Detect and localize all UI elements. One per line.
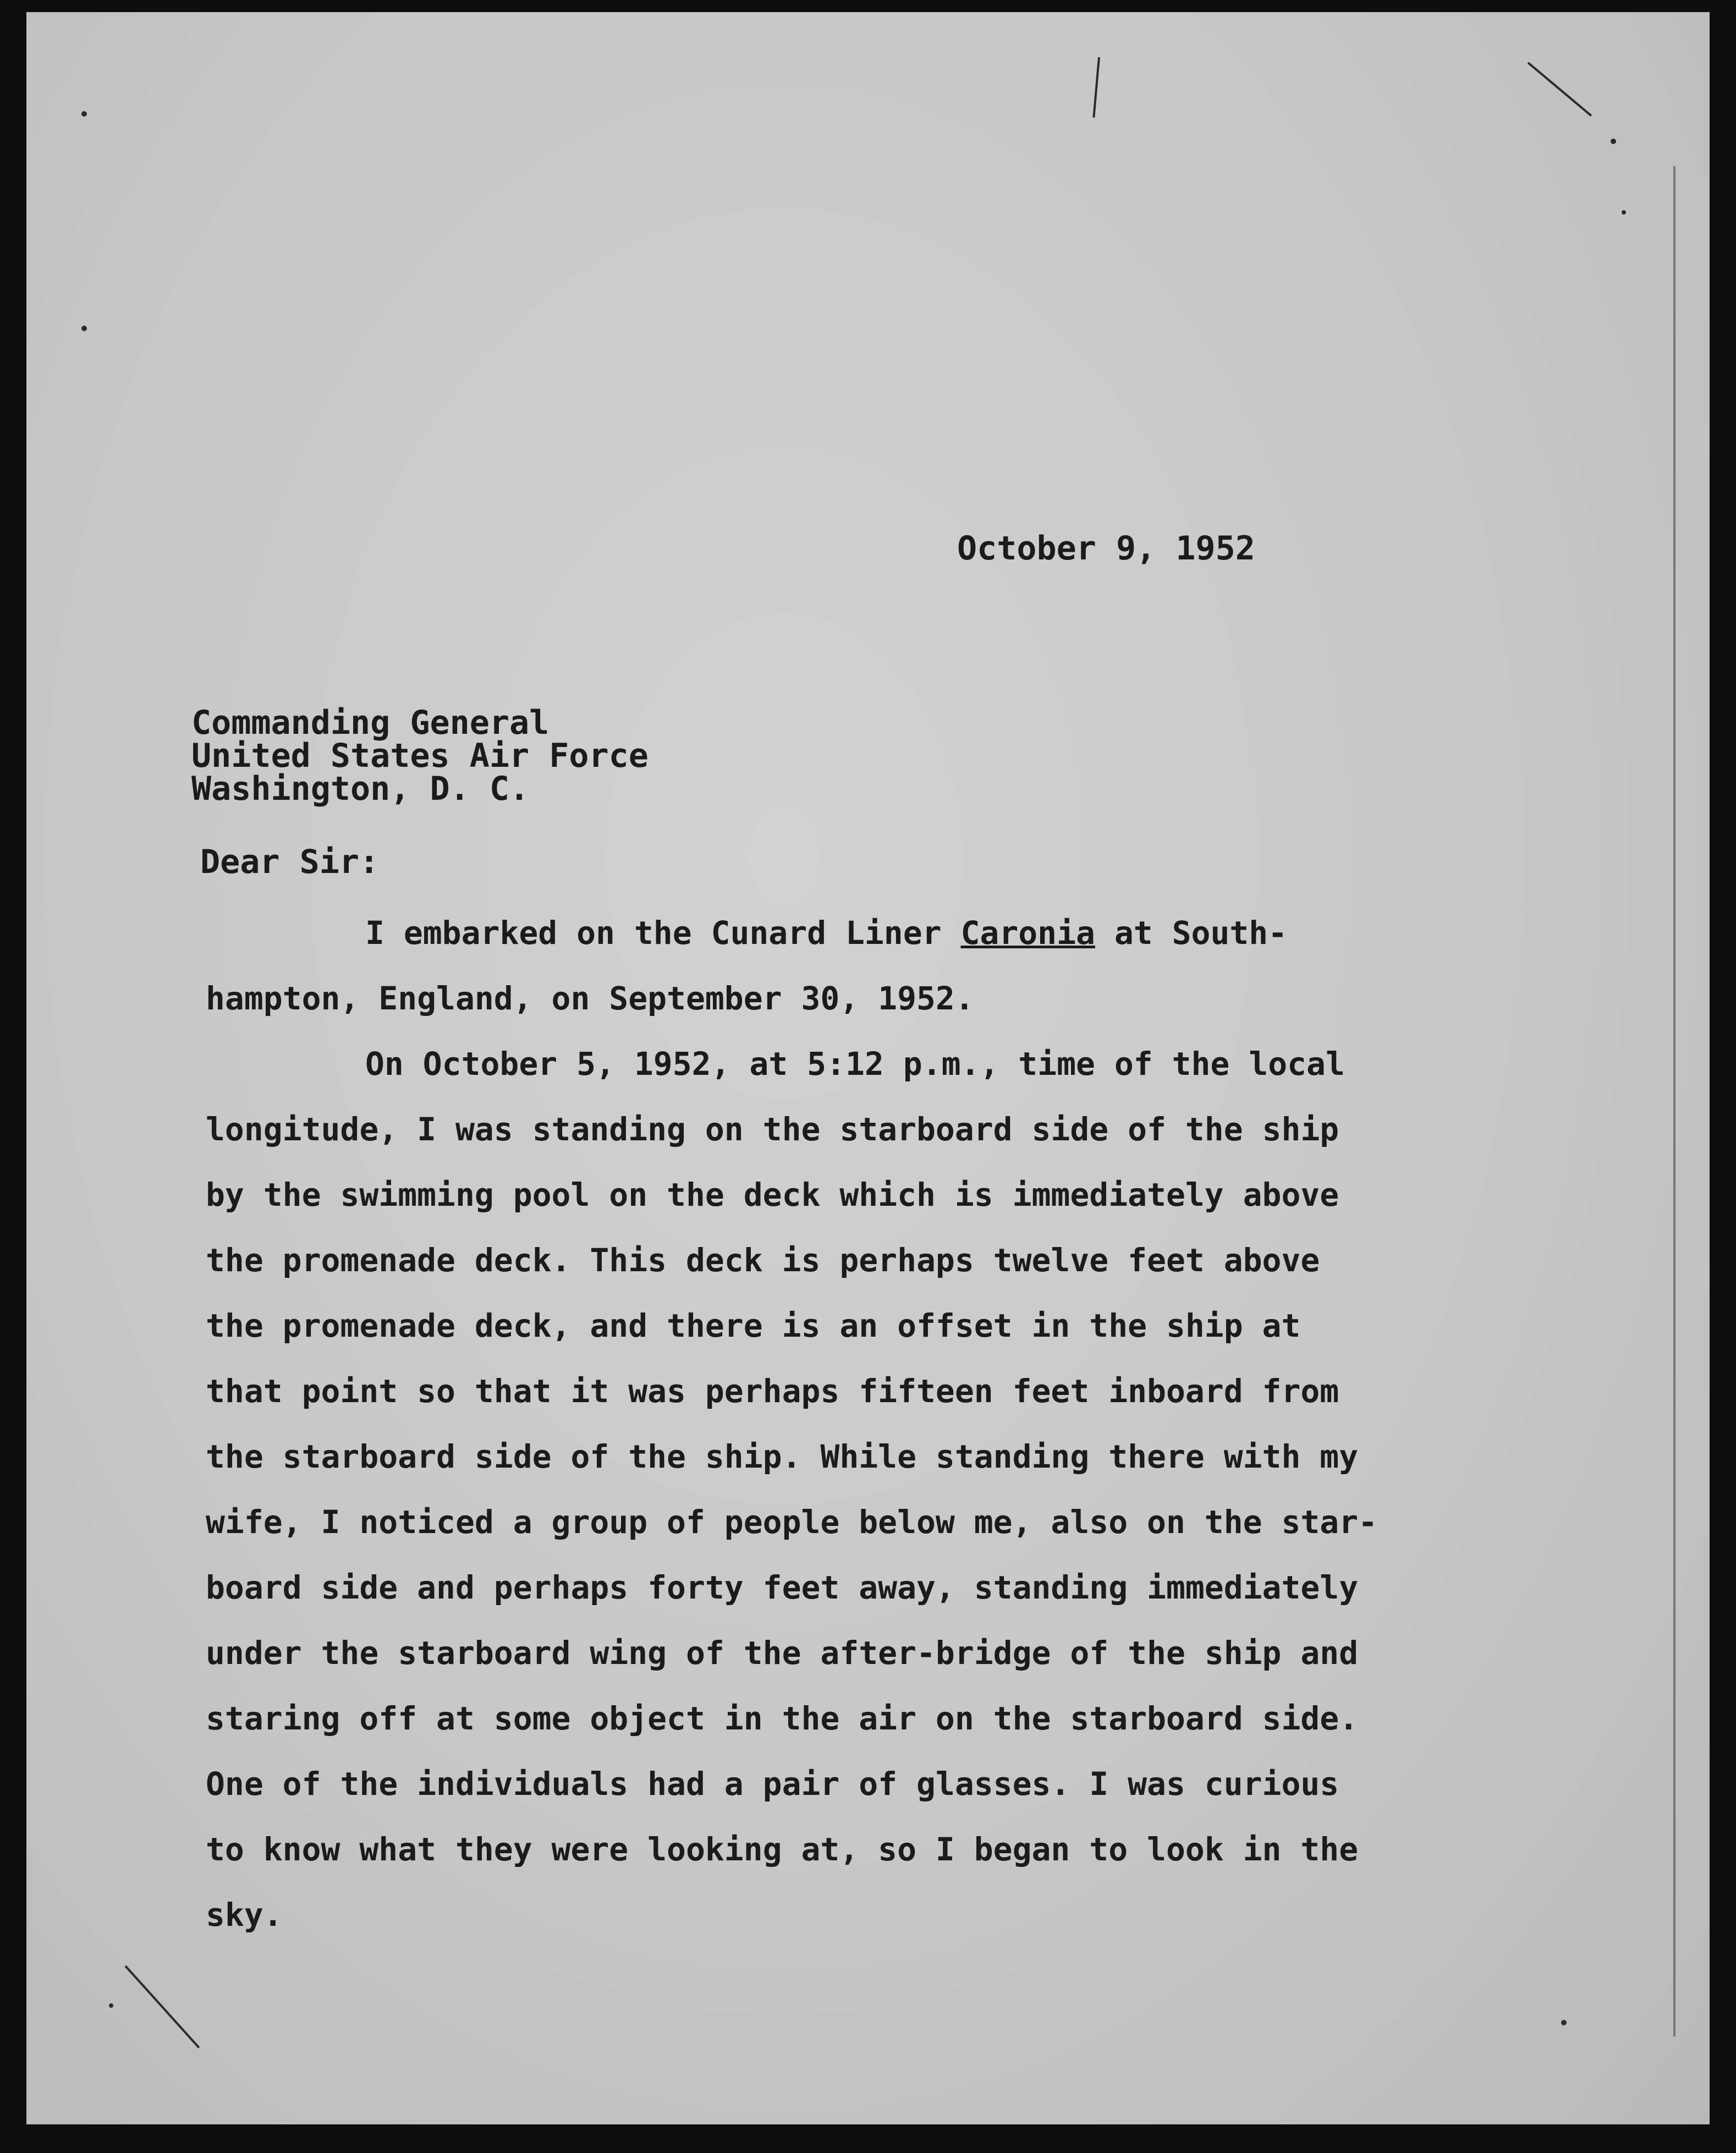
- paragraph-line: longitude, I was standing on the starboard side of the ship: [206, 1111, 1339, 1148]
- address-line: United States Air Force: [191, 737, 649, 775]
- document-page: [26, 12, 1710, 2124]
- paragraph-line: sky.: [206, 1896, 283, 1934]
- paragraph-line: under the starboard wing of the after-bridge of the ship and: [206, 1634, 1359, 1672]
- film-speck: [109, 2003, 113, 2008]
- film-edge-line: [1673, 166, 1675, 2036]
- paragraph-line: staring off at some object in the air on the starboard side.: [206, 1700, 1359, 1737]
- letter-body: [206, 900, 1471, 1948]
- paragraph-line: On October 5, 1952, at 5:12 p.m., time of the local: [365, 1045, 1345, 1083]
- paragraph-line: One of the individuals had a pair of glasses. I was curious: [206, 1765, 1339, 1803]
- film-speck: [81, 111, 87, 117]
- letter-date: October 9, 1952: [957, 529, 1255, 568]
- film-scratch: [1528, 62, 1592, 116]
- salutation: Dear Sir:: [200, 843, 380, 881]
- paragraph-line: the promenade deck, and there is an offset in the ship at: [206, 1307, 1301, 1344]
- film-speck: [1561, 2020, 1567, 2025]
- paragraph-line: the starboard side of the ship. While standing there with my: [206, 1438, 1359, 1475]
- paragraph-line: the promenade deck. This deck is perhaps twelve feet above: [206, 1242, 1320, 1279]
- paragraph-line: by the swimming pool on the deck which is immediately above: [206, 1176, 1339, 1213]
- paragraph-line: that point so that it was perhaps fifteen feet inboard from: [206, 1372, 1339, 1410]
- paragraph-line: to know what they were looking at, so I began to look in the: [206, 1831, 1359, 1868]
- paragraph-line: wife, I noticed a group of people below me, also on the star-: [206, 1503, 1378, 1541]
- film-speck: [81, 326, 87, 331]
- text-span: I embarked on the Cunard Liner: [365, 914, 961, 952]
- film-speck: [1622, 210, 1626, 215]
- text-span: at South-: [1095, 914, 1288, 952]
- address-line: Commanding General: [191, 704, 550, 742]
- paragraph-line: board side and perhaps forty feet away, standing immediately: [206, 1569, 1359, 1606]
- film-scratch: [1092, 57, 1100, 118]
- recipient-address: [191, 704, 649, 808]
- paragraph-line: hampton, England, on September 30, 1952.: [206, 980, 974, 1017]
- paragraph-line: [206, 900, 1471, 966]
- film-speck: [1611, 139, 1616, 144]
- ship-name: Caronia: [960, 914, 1095, 952]
- film-scratch: [125, 1965, 200, 2048]
- address-line: Washington, D. C.: [191, 770, 530, 808]
